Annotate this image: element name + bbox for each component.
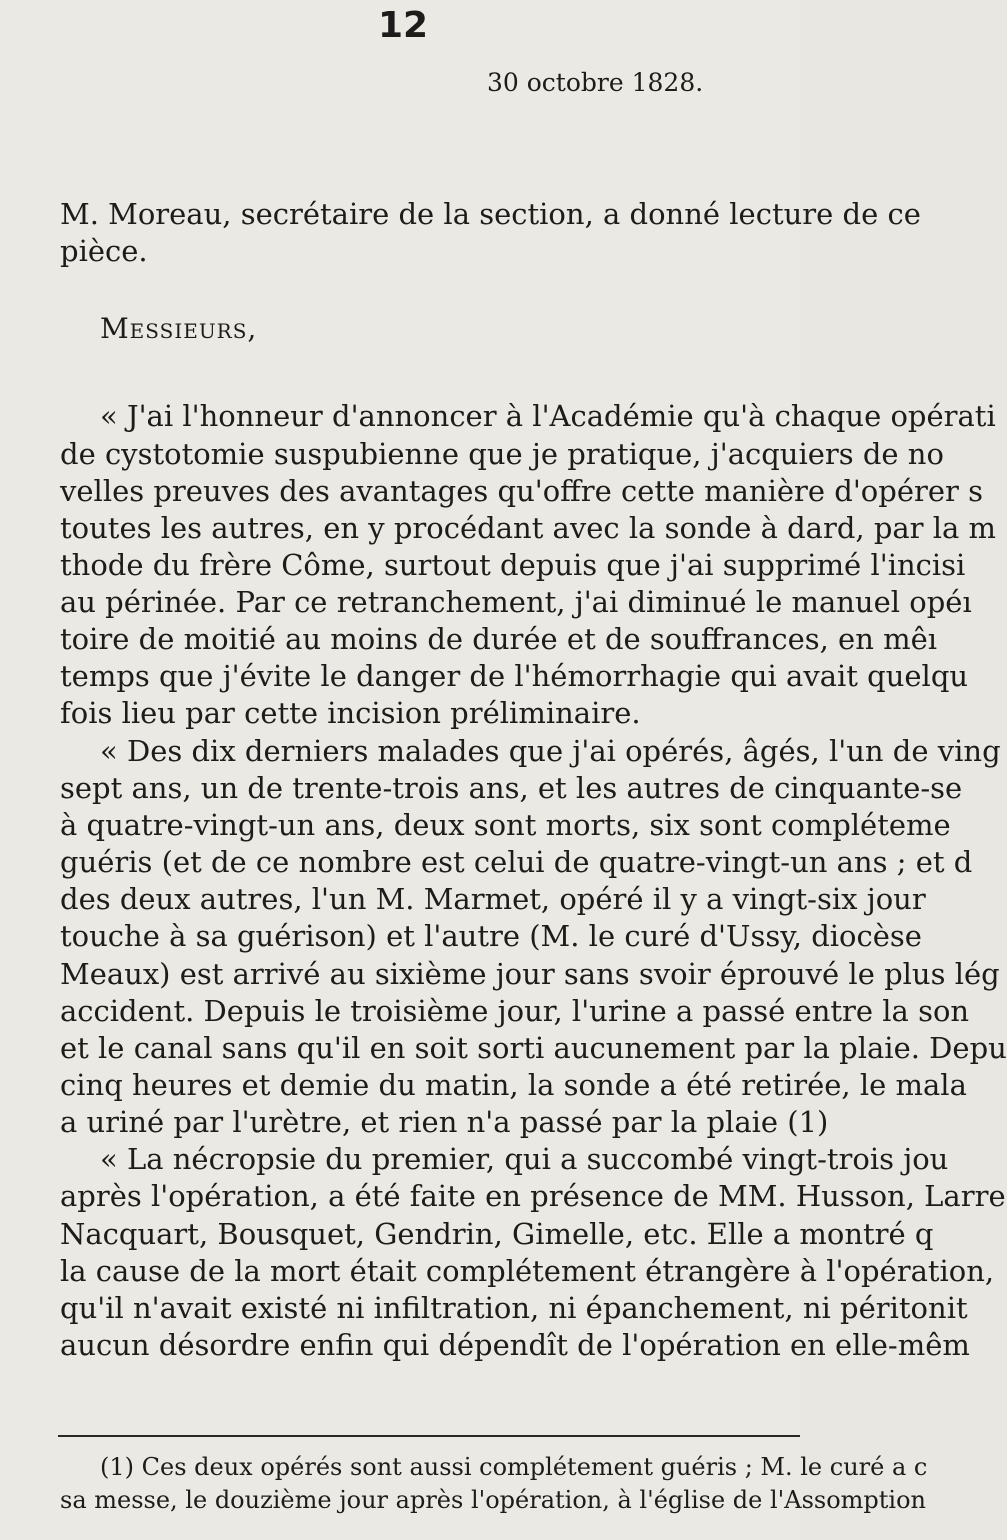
body-line: guéris (et de ce nombre est celui de quatre-vingt-un ans ; et d — [60, 845, 973, 879]
body-line: au périnée. Par ce retranchement, j'ai diminué le manuel opéı — [60, 585, 972, 619]
body-line: « J'ai l'honneur d'annoncer à l'Académie qu'à chaque opérati — [100, 399, 996, 433]
body-line: à quatre-vingt-un ans, deux sont morts, six sont compléteme — [60, 808, 951, 842]
date-line: 30 octobre 1828. — [487, 68, 704, 97]
body-line: sept ans, un de trente-trois ans, et les autres de cinquante-se — [60, 771, 963, 805]
body-line: des deux autres, l'un M. Marmet, opéré il y a vingt-six jour — [60, 882, 926, 916]
body-line: toutes les autres, en y procédant avec la sonde à dard, par la m — [60, 511, 997, 545]
body-line: la cause de la mort était complétement étrangère à l'opération, — [60, 1254, 995, 1288]
footnote-rule — [58, 1435, 800, 1437]
footnote-line: (1) Ces deux opérés sont aussi complétement guéris ; M. le curé a c — [100, 1453, 928, 1481]
body-line: toire de moitié au moins de durée et de souffrances, en mêı — [60, 622, 938, 656]
body-line: temps que j'évite le danger de l'hémorrhagie qui avait quelqu — [60, 659, 969, 693]
body-line: touche à sa guérison) et l'autre (M. le curé d'Ussy, diocèse — [60, 919, 922, 953]
intro-line: M. Moreau, secrétaire de la section, a donné lecture de ce — [60, 197, 921, 231]
body-line: Meaux) est arrivé au sixième jour sans svoir éprouvé le plus lég — [60, 957, 1000, 991]
footnote-line: sa messe, le douzième jour après l'opération, à l'église de l'Assomption — [60, 1486, 927, 1514]
salutation: Messieurs, — [100, 312, 258, 345]
body-line: de cystotomie suspubienne que je pratique, j'acquiers de no — [60, 437, 944, 471]
body-line: a uriné par l'urètre, et rien n'a passé par la plaie (1) — [60, 1105, 829, 1139]
body-line: Nacquart, Bousquet, Gendrin, Gimelle, etc. Elle a montré q — [60, 1217, 934, 1251]
body-line: velles preuves des avantages qu'offre cette manière d'opérer s — [60, 474, 983, 508]
body-line: qu'il n'avait existé ni infiltration, ni épanchement, ni péritonit — [60, 1291, 968, 1325]
body-line: aucun désordre enfin qui dépendît de l'opération en elle-mêm — [60, 1328, 970, 1362]
body-line: cinq heures et demie du matin, la sonde a été retirée, le mala — [60, 1068, 967, 1102]
intro-line: pièce. — [60, 234, 148, 268]
body-line: après l'opération, a été faite en présence de MM. Husson, Larre — [60, 1179, 1006, 1213]
body-line: « La nécropsie du premier, qui a succombé vingt-trois jou — [100, 1142, 949, 1176]
body-line: accident. Depuis le troisième jour, l'urine a passé entre la son — [60, 994, 970, 1028]
page-number: 12 — [378, 5, 429, 46]
body-line: thode du frère Côme, surtout depuis que j'ai supprimé l'incisi — [60, 548, 966, 582]
body-line: et le canal sans qu'il en soit sorti aucunement par la plaie. Depu — [60, 1031, 1007, 1065]
body-line: fois lieu par cette incision préliminaire. — [60, 696, 641, 730]
body-line: « Des dix derniers malades que j'ai opérés, âgés, l'un de ving — [100, 734, 1001, 768]
